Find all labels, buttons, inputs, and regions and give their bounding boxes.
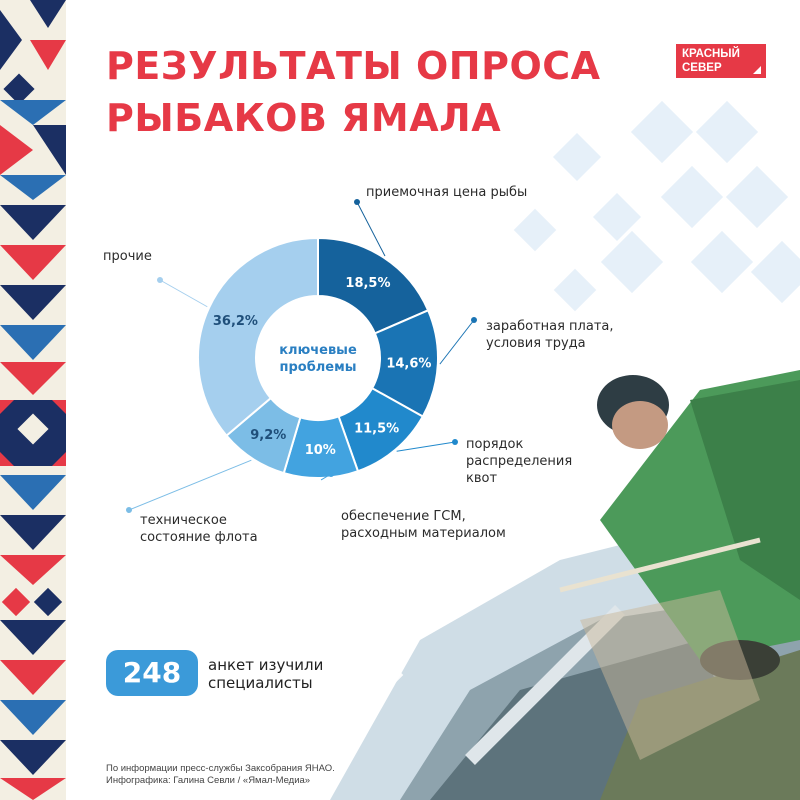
title-line: РЕЗУЛЬТАТЫ ОПРОСА <box>106 44 601 88</box>
stat-badge: 248 <box>106 650 198 696</box>
leader-dot <box>328 471 334 477</box>
leader-line <box>160 280 207 307</box>
slice-label-line: распределения <box>466 454 573 469</box>
slice-label-line: заработная плата, <box>486 319 614 334</box>
slice-label <box>341 508 506 542</box>
slice-label-line: квот <box>466 471 498 486</box>
slice-value-label: 10% <box>304 442 336 458</box>
leader-line <box>397 442 455 451</box>
slice-value-label: 11,5% <box>354 421 400 437</box>
slice-label <box>140 512 258 546</box>
slice-value-label: 9,2% <box>250 428 287 444</box>
title-line: РЫБАКОВ ЯМАЛА <box>106 96 502 140</box>
center-label: ключевые <box>279 343 357 358</box>
slice-label-line: условия труда <box>486 336 586 351</box>
donut-slice <box>198 238 318 436</box>
slice-value-label: 18,5% <box>345 275 391 291</box>
leader-dot <box>126 507 132 513</box>
slice-label-line: техническое <box>140 513 227 528</box>
stat-caption-line: специалисты <box>208 674 313 692</box>
leader-line <box>440 320 474 364</box>
slice-label <box>103 248 152 265</box>
slice-label <box>466 436 572 487</box>
leader-line <box>129 460 251 510</box>
brand-line: СЕВЕР <box>682 62 722 74</box>
slice-label-line: состояние флота <box>140 530 258 545</box>
slice-value-label: 14,6% <box>386 356 432 372</box>
slice-label <box>486 318 614 352</box>
leader-dot <box>157 277 163 283</box>
slice-label-line: расходным материалом <box>341 526 506 541</box>
slice-value-label: 36,2% <box>212 313 258 329</box>
brand-line: КРАСНЫЙ <box>682 48 740 60</box>
source-note <box>106 763 335 787</box>
source-line: По информации пресс-службы Заксобрания ЯНАО. <box>106 763 335 774</box>
leader-dot <box>452 439 458 445</box>
source-line: Инфографика: Галина Севли / «Ямал-Медиа» <box>106 775 311 786</box>
leader-dot <box>354 199 360 205</box>
stat-caption <box>208 656 348 692</box>
slice-label-line: прочие <box>103 249 152 264</box>
center-label: проблемы <box>279 360 357 375</box>
slice-label-line: порядок <box>466 437 524 452</box>
slice-label-line: обеспечение ГСМ, <box>341 509 466 524</box>
slice-label-line: приемочная цена рыбы <box>366 185 528 200</box>
slice-label <box>366 184 527 201</box>
leader-dot <box>471 317 477 323</box>
stat-caption-line: анкет изучили <box>208 656 324 674</box>
